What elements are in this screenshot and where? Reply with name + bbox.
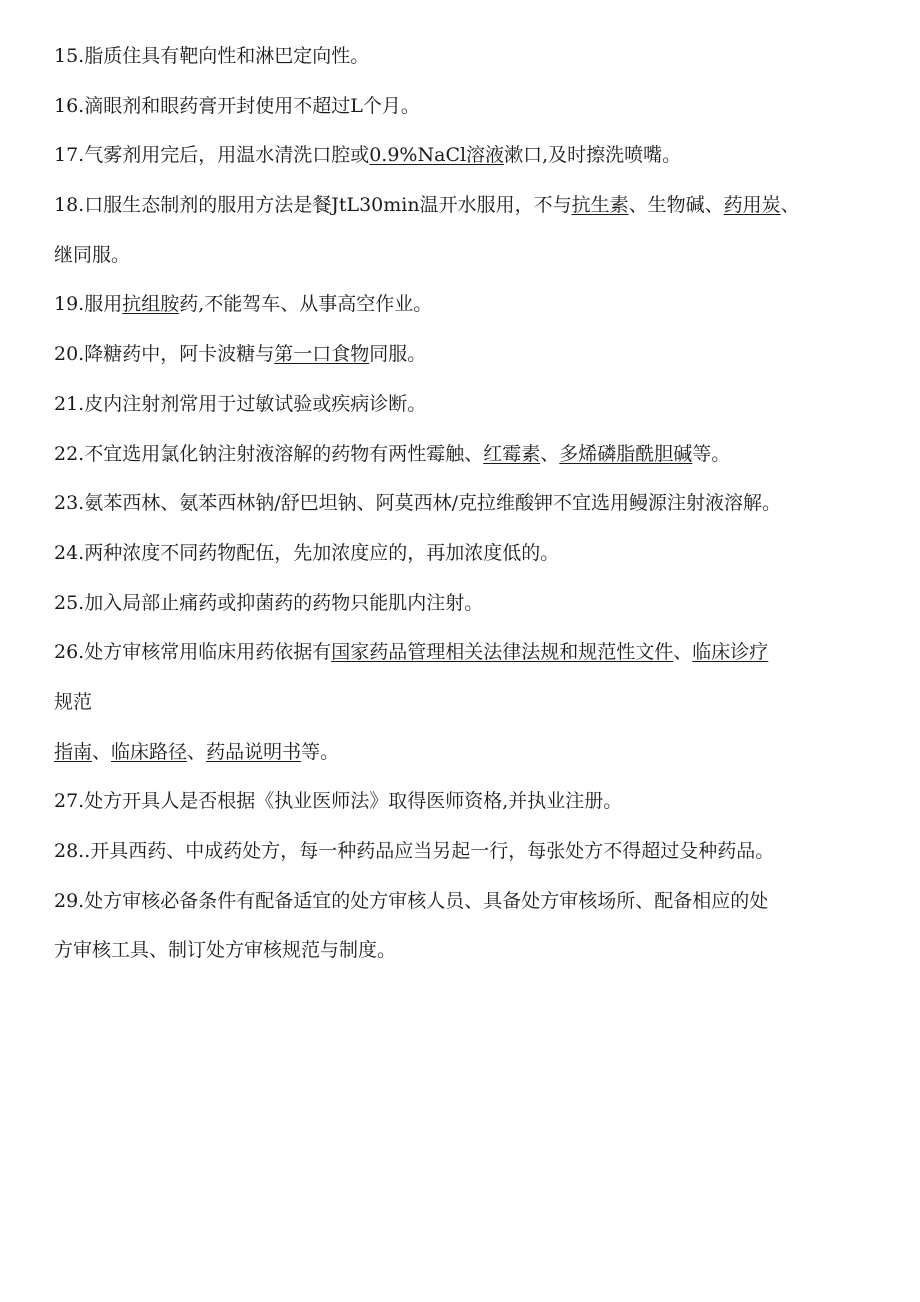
text-segment: 22.不宜选用氯化钠注射液溶解的药物有两性霉触、 — [54, 442, 484, 465]
text-line — [54, 243, 914, 268]
underlined-term: 临床路径 — [111, 740, 188, 763]
text-segment: 等。 — [692, 442, 731, 465]
text-segment: 15.脂质住具有靶向性和淋巴定向性。 — [54, 45, 370, 67]
text-line — [54, 442, 914, 467]
document-page — [54, 44, 914, 988]
text-segment: 同服。 — [369, 343, 427, 366]
text-segment: 21.皮内注射剂常用于过敏试验或疾病诊断。 — [54, 392, 427, 415]
text-segment: 25.加入局部止痛药或抑菌药的药物只能肌内注射。 — [54, 591, 484, 614]
underlined-term: 0.9%NaCl溶液 — [369, 144, 505, 167]
underlined-term: 抗组胺 — [122, 293, 180, 316]
text-segment: 继同服。 — [54, 243, 131, 266]
underlined-term: 药品说明书 — [206, 740, 302, 763]
underlined-term: 第一口食物 — [274, 343, 370, 366]
text-segment: 17.气雾剂用完后，用温水清洗口腔或 — [54, 144, 370, 167]
text-segment: 规范 — [54, 690, 93, 713]
text-segment: 等。 — [301, 740, 340, 763]
text-line — [54, 94, 914, 119]
text-segment: 19.服用 — [54, 293, 123, 316]
underlined-term: 临床诊疗 — [692, 641, 769, 664]
text-line — [54, 690, 914, 715]
text-segment: 方审核工具、制订处方审核规范与制度。 — [54, 939, 397, 962]
text-line — [54, 541, 914, 566]
text-line — [54, 193, 914, 218]
text-line — [54, 292, 914, 317]
text-segment: 、生物碱、 — [628, 194, 724, 217]
text-segment: 24.两种浓度不同药物配伍，先加浓度应的，再加浓度低的。 — [54, 541, 560, 564]
text-segment: 、 — [673, 641, 693, 664]
text-line — [54, 640, 914, 665]
underlined-term: 抗生素 — [571, 194, 629, 217]
underlined-term: 国家药品管理相关法律法规和规范性文件 — [331, 641, 674, 664]
text-line — [54, 491, 914, 516]
text-segment: 、 — [540, 442, 560, 465]
underlined-term: 红霉素 — [483, 442, 541, 465]
text-segment: 27.处方开具人是否根据《执业医师法》取得医师资格,并执业注册。 — [54, 790, 623, 813]
text-segment: 29.处方审核必备条件有配备适宜的处方审核人员、具备处方审核场所、配备相应的处 — [54, 889, 769, 912]
text-line — [54, 839, 914, 864]
text-line — [54, 889, 914, 914]
underlined-term: 指南 — [54, 740, 93, 763]
text-segment: 、 — [187, 740, 207, 763]
text-segment: 20.降糖药中，阿卡波糖与 — [54, 343, 275, 366]
text-line — [54, 591, 914, 616]
underlined-term: 药用炭 — [723, 194, 781, 217]
text-segment: 26.处方审核常用临床用药依据有 — [54, 641, 332, 664]
text-line — [54, 44, 914, 69]
text-segment: 漱口,及时擦洗喷嘴。 — [504, 144, 682, 167]
text-segment: 23.氨苯西林、氨苯西林钠/舒巴坦钠、阿莫西林/克拉维酸钾不宜选用鳗源注射液溶解。 — [54, 492, 782, 515]
text-line — [54, 143, 914, 168]
text-line — [54, 392, 914, 417]
text-line — [54, 789, 914, 814]
text-segment: 18.口服生态制剂的服用方法是餐JtL30min温开水服用，不与 — [54, 194, 572, 217]
text-segment: 、 — [92, 740, 112, 763]
text-line — [54, 342, 914, 367]
text-segment: 、 — [780, 194, 800, 217]
text-segment: 16.滴眼剂和眼药膏开封使用不超过L个月。 — [54, 94, 420, 117]
underlined-term: 多烯磷脂酰胆碱 — [559, 442, 693, 465]
text-line — [54, 740, 914, 765]
text-segment: 28..开具西药、中成药处方，每一种药品应当另起一行，每张处方不得超过殳种药品。 — [54, 840, 775, 862]
text-line — [54, 938, 914, 963]
text-segment: 药,不能驾车、从事高空作业。 — [179, 293, 433, 316]
